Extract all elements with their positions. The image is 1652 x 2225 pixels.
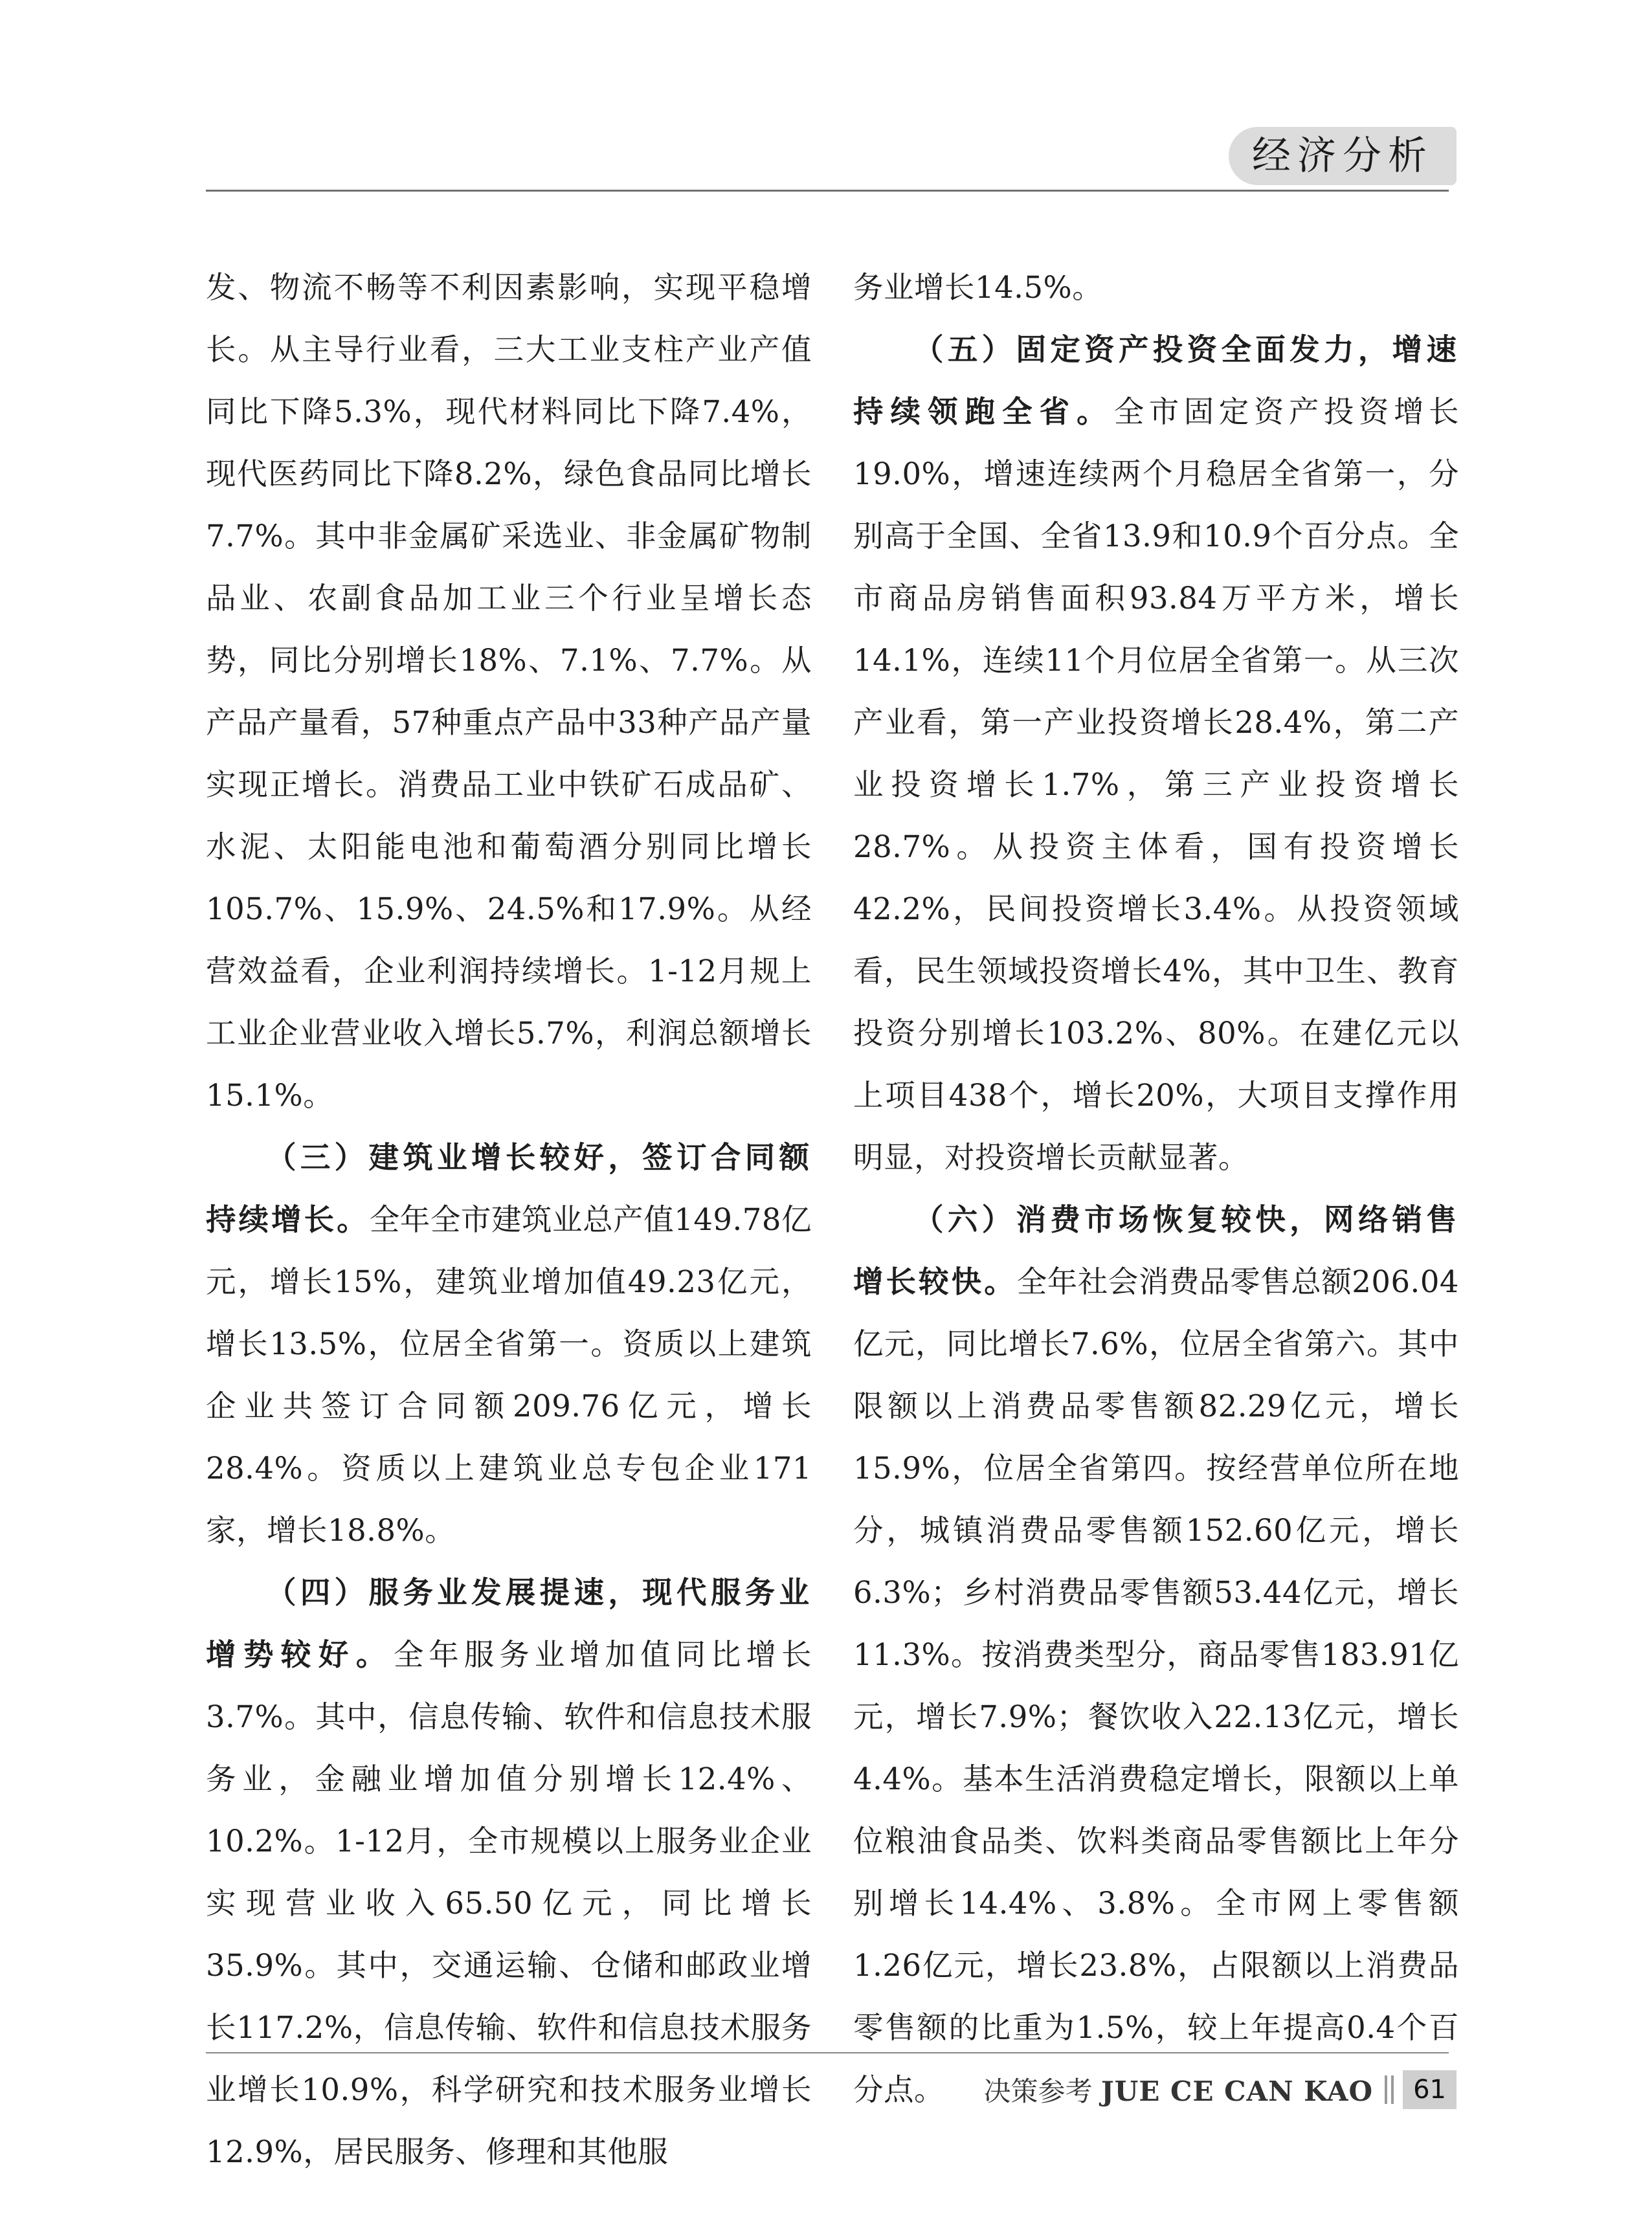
paragraph-heading: （五）固定资产投资全面发力，增速持续领跑全省。 bbox=[853, 332, 1459, 429]
section-title: 经济分析 bbox=[1229, 127, 1457, 185]
footer-rule bbox=[206, 2052, 1449, 2053]
footer-divider-icon bbox=[1385, 2075, 1394, 2104]
right-column bbox=[853, 256, 1459, 2121]
paragraph-heading: （四）服务业发展提速，现代服务业增势较好。 bbox=[206, 1575, 812, 1672]
paragraph: 务业增长14.5%。 bbox=[853, 270, 1103, 305]
paragraph: （五）固定资产投资全面发力，增速持续领跑全省。全市固定资产投资增长19.0%，增速连续两个月稳居全省第一，分别高于全国、全省13.9和10.9个百分点。全市商品房销售面积93.84万平方米，增长14.1%，连续11个月位居全省第一。从三次产业看，第一产业投资增长28.4%，第二产业投资增长1.7%，第三产业投资增长28.7%。从投资主体看，国有投资增长42.2%，民间投资增长3.4%。从投资领域看，民生领域投资增长4%，其中卫生、教育投资分别增长103.2%、80%。在建亿元以上项目438个，增长20%，大项目支撑作用明显，对投资增长贡献显著。 bbox=[853, 332, 1459, 1175]
paragraph: （三）建筑业增长较好，签订合同额持续增长。全年全市建筑业总产值149.78亿元，增长15%，建筑业增加值49.23亿元，增长13.5%，位居全省第一。资质以上建筑企业共签订合同额209.76亿元，增长28.4%。资质以上建筑业总专包企业171家，增长18.8%。 bbox=[206, 1140, 812, 1548]
paragraph-heading: （六）消费市场恢复较快，网络销售增长较快。 bbox=[853, 1202, 1459, 1299]
left-column bbox=[206, 256, 812, 2183]
header-rule bbox=[206, 190, 1449, 192]
paragraph: 发、物流不畅等不利因素影响，实现平稳增长。从主导行业看，三大工业支柱产业产值同比下降5.3%，现代材料同比下降7.4%，现代医药同比下降8.2%，绿色食品同比增长7.7%。其中非金属矿采选业、非金属矿物制品业、农副食品加工业三个行业呈增长态势，同比分别增长18%、7.1%、7.7%。从产品产量看，57种重点产品中33种产品产量实现正增长。消费品工业中铁矿石成品矿、水泥、太阳能电池和葡萄酒分别同比增长105.7%、15.9%、24.5%和17.9%。从经营效益看，企业利润持续增长。1-12月规上工业企业营业收入增长5.7%，利润总额增长15.1%。 bbox=[206, 270, 812, 1113]
page-number: 61 bbox=[1403, 2070, 1457, 2109]
journal-name: 决策参考 JUE CE CAN KAO bbox=[983, 2075, 1374, 2107]
paragraph: （六）消费市场恢复较快，网络销售增长较快。全年社会消费品零售总额206.04亿元，同比增长7.6%，位居全省第六。其中限额以上消费品零售额82.29亿元，增长15.9%，位居全省第四。按经营单位所在地分，城镇消费品零售额152.60亿元，增长6.3%；乡村消费品零售额53.44亿元，增长11.3%。按消费类型分，商品零售183.91亿元，增长7.9%；餐饮收入22.13亿元，增长4.4%。基本生活消费稳定增长，限额以上单位粮油食品类、饮料类商品零售额比上年分别增长14.4%、3.8%。全市网上零售额1.26亿元，增长23.8%，占限额以上消费品零售额的比重为1.5%，较上年提高0.4个百分点。 bbox=[853, 1202, 1459, 2107]
page-footer bbox=[984, 2069, 1457, 2110]
paragraph: （四）服务业发展提速，现代服务业增势较好。全年服务业增加值同比增长3.7%。其中，信息传输、软件和信息技术服务业，金融业增加值分别增长12.4%、10.2%。1-12月，全市规模以上服务业企业实现营业收入65.50亿元，同比增长35.9%。其中，交通运输、仓储和邮政业增长117.2%，信息传输、软件和信息技术服务业增长10.9%，科学研究和技术服务业增长12.9%，居民服务、修理和其他服 bbox=[206, 1575, 812, 2169]
paragraph-heading: （三）建筑业增长较好，签订合同额持续增长。 bbox=[206, 1140, 812, 1237]
